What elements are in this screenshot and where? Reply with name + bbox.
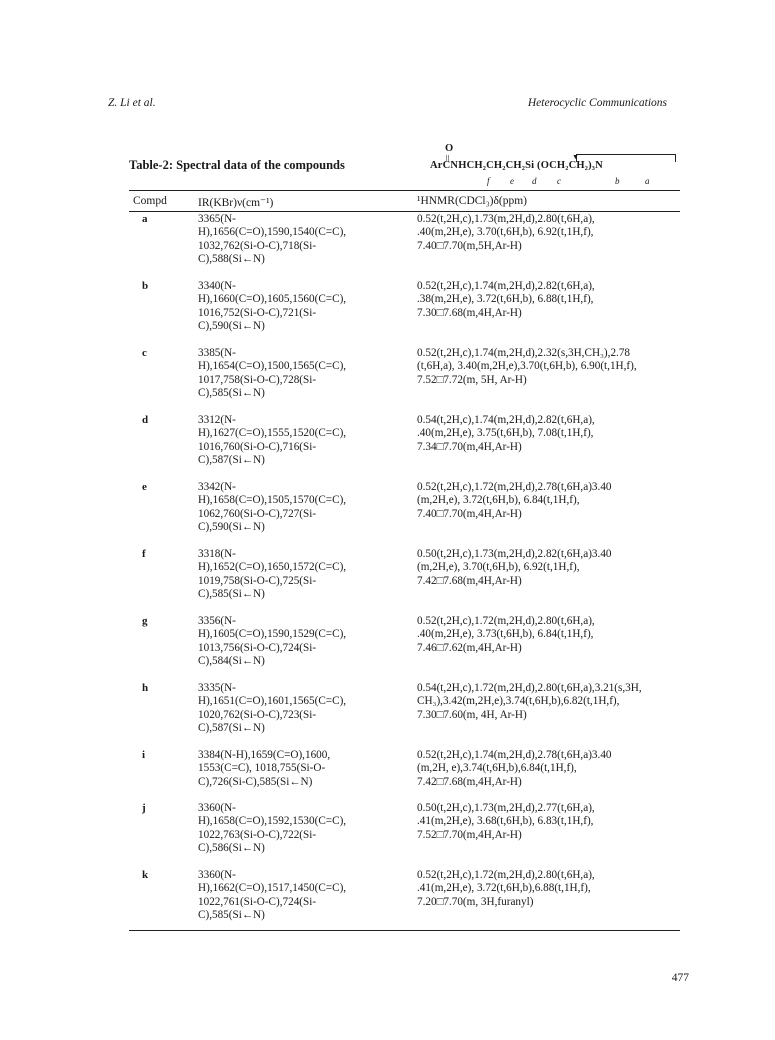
ring-bond-right [675, 154, 676, 162]
table-row [129, 414, 680, 481]
position-label: d [532, 176, 537, 186]
ring-bond-top [576, 154, 676, 155]
position-label: e [510, 176, 514, 186]
table-header-row [129, 193, 680, 211]
table-row [129, 802, 680, 869]
header-ir: IR(KBr)ν(cm⁻¹) [198, 197, 274, 209]
page-number: 477 [671, 972, 689, 984]
running-head-journal: Heterocyclic Communications [527, 97, 667, 109]
table-row [129, 749, 680, 802]
table-title: Table-2: Spectral data of the compounds [129, 158, 345, 172]
ir-cell: 3356(N- H),1605(C=O),1590,1529(C=C), 1013,756(Si-O-C),724(Si- C),584(Si←N) [198, 615, 347, 668]
ir-cell: 3365(N- H),1656(C=O),1590,1540(C=C), 1032,762(Si-O-C),718(Si- C),588(Si←N) [198, 213, 347, 266]
nmr-cell: 0.52(t,2H,c),1.74(m,2H,d),2.82(t,6H,a), .38(m,2H,e), 3.72(t,6H,b), 6.88(t,1H,f), 7.30□7.68(m,4H,Ar-H) [417, 280, 595, 319]
ir-cell: 3335(N- H),1651(C=O),1601,1565(C=C), 1020,762(Si-O-C),723(Si- C),587(Si←N) [198, 682, 347, 735]
table-row [129, 682, 680, 749]
ir-cell: 3384(N-H),1659(C=O),1600, 1553(C=C), 1018,755(Si-O- C),726(Si-C),585(Si←N) [198, 749, 331, 788]
carbonyl-double-bond: || [446, 154, 450, 162]
ir-cell: 3318(N- H),1652(C=O),1650,1572(C=C), 1019,758(Si-O-C),725(Si- C),585(Si←N) [198, 548, 347, 601]
nmr-cell: 0.54(t,2H,c),1.72(m,2H,d),2.80(t,6H,a),3.21(s,3H, CH₃),3.42(m,2H,e),3.74(t,6H,b),6.82(t,1H,f), 7.30□7.60(m, 4H, Ar-H) [417, 682, 642, 721]
table-row [129, 347, 680, 414]
nmr-cell: 0.52(t,2H,c),1.73(m,2H,d),2.80(t,6H,a), .40(m,2H,e), 3.70(t,6H,b), 6.92(t,1H,f), 7.40□7.70(m,5H,Ar-H) [417, 213, 595, 252]
ir-cell: 3360(N- H),1662(C=O),1517,1450(C=C), 1022,761(Si-O-C),724(Si- C),585(Si←N) [198, 869, 347, 922]
position-label: b [615, 176, 620, 186]
nmr-cell: 0.52(t,2H,c),1.74(m,2H,d),2.78(t,6H,a)3.40 (m,2H, e),3.74(t,6H,b),6.84(t,1H,f), 7.42□7.68(m,4H,Ar-H) [417, 749, 612, 788]
nmr-cell: 0.54(t,2H,c),1.74(m,2H,d),2.82(t,6H,a), .40(m,2H,e), 3.75(t,6H,b), 7.08(t,1H,f), 7.34□7.70(m,4H,Ar-H) [417, 414, 595, 453]
ir-cell: 3385(N- H),1654(C=O),1500,1565(C=C), 1017,758(Si-O-C),728(Si- C),585(Si←N) [198, 347, 347, 400]
compound-id: e [142, 481, 147, 493]
nmr-cell: 0.50(t,2H,c),1.73(m,2H,d),2.77(t,6H,a), .41(m,2H,e), 3.68(t,6H,b), 6.83(t,1H,f), 7.52□7.70(m,4H,Ar-H) [417, 802, 595, 841]
nmr-cell: 0.50(t,2H,c),1.73(m,2H,d),2.82(t,6H,a)3.40 (m,2H,e), 3.70(t,6H,b), 6.92(t,1H,f), 7.42□7.68(m,4H,Ar-H) [417, 548, 612, 587]
structure-formula [410, 143, 680, 189]
structure-formula-text: ArCNHCH₂CH₂CH₂Si (OCH₂CH₂)₃N [430, 160, 603, 171]
table-row [129, 213, 680, 280]
ir-cell: 3342(N- H),1658(C=O),1505,1570(C=C), 1062,760(Si-O-C),727(Si- C),590(Si←N) [198, 481, 347, 534]
table-row [129, 280, 680, 347]
table-body [129, 213, 680, 936]
table-top-rule [129, 190, 680, 191]
compound-id: j [142, 802, 146, 814]
nmr-cell: 0.52(t,2H,c),1.72(m,2H,d),2.80(t,6H,a), .41(m,2H,e), 3.72(t,6H,b),6.88(t,1H,f), 7.20□7.70(m, 3H,furanyl) [417, 869, 595, 908]
table-bottom-rule [129, 930, 680, 931]
ir-cell: 3340(N- H),1660(C=O),1605,1560(C=C), 1016,752(Si-O-C),721(Si- C),590(Si←N) [198, 280, 347, 333]
table-row [129, 481, 680, 548]
header-compd: Compd [133, 195, 167, 207]
position-label: f [487, 176, 490, 186]
table-row [129, 615, 680, 682]
table-row [129, 548, 680, 615]
carbonyl-oxygen: O [445, 143, 454, 154]
nmr-cell: 0.52(t,2H,c),1.72(m,2H,d),2.80(t,6H,a), .40(m,2H,e), 3.73(t,6H,b), 6.84(t,1H,f), 7.46□7.62(m,4H,Ar-H) [417, 615, 595, 654]
header-nmr: ¹HNMR(CDCl₃)δ(ppm) [417, 195, 527, 207]
compound-id: a [142, 213, 148, 225]
compound-id: i [142, 749, 146, 761]
running-head-authors: Z. Li et al. [108, 97, 156, 109]
table-header-rule [129, 211, 680, 212]
compound-id: f [142, 548, 146, 560]
ir-cell: 3312(N- H),1627(C=O),1555,1520(C=C), 1016,760(Si-O-C),716(Si- C),587(Si←N) [198, 414, 347, 467]
compound-id: k [142, 869, 149, 881]
nmr-cell: 0.52(t,2H,c),1.72(m,2H,d),2.78(t,6H,a)3.40 (m,2H,e), 3.72(t,6H,b), 6.84(t,1H,f), 7.40□7.70(m,4H,Ar-H) [417, 481, 612, 520]
ir-cell: 3360(N- H),1658(C=O),1592,1530(C=C), 1022,763(Si-O-C),722(Si- C),586(Si←N) [198, 802, 347, 855]
compound-id: h [142, 682, 149, 694]
compound-id: g [142, 615, 148, 627]
position-label: a [645, 176, 650, 186]
ring-arrow-icon: ▼ [572, 153, 579, 161]
position-label: c [557, 176, 561, 186]
table-row [129, 869, 680, 936]
compound-id: b [142, 280, 149, 292]
compound-id: d [142, 414, 149, 426]
compound-id: c [142, 347, 147, 359]
nmr-cell: 0.52(t,2H,c),1.74(m,2H,d),2.32(s,3H,CH₃),2.78 (t,6H,a), 3.40(m,2H,e),3.70(t,6H,b), 6.90(t,1H,f), 7.52□7.72(m, 5H, Ar-H) [417, 347, 637, 386]
